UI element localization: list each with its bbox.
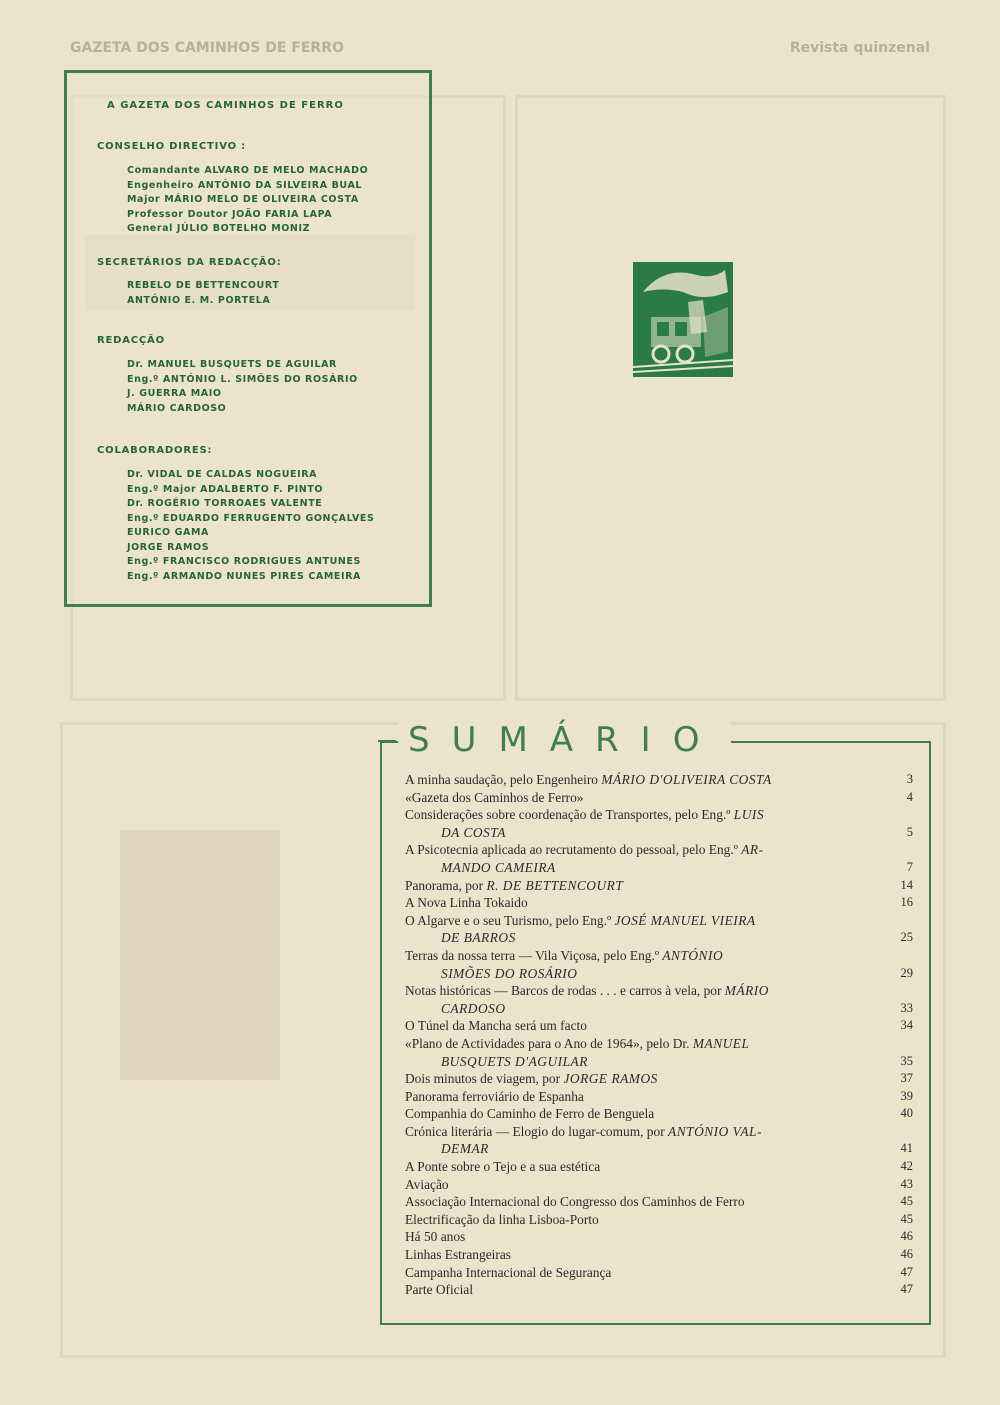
toc-title: Considerações sobre coordenação de Transportes, pelo Eng.º <box>405 807 734 823</box>
toc-entry <box>405 1246 913 1264</box>
toc-entry-text <box>405 771 883 789</box>
toc-entry-text <box>405 1228 883 1246</box>
toc-entry-text <box>405 1035 883 1053</box>
masthead-box <box>64 70 432 607</box>
toc-entry <box>405 789 913 807</box>
toc-entry <box>405 1264 913 1282</box>
toc-entry <box>405 1281 913 1299</box>
toc-author: ANTÓNIO <box>662 947 724 963</box>
toc-entry-text <box>405 1088 883 1106</box>
toc-entry-text <box>405 806 883 824</box>
toc-entry <box>405 1176 913 1194</box>
toc-author: ANTÓNIO VAL- <box>668 1123 762 1139</box>
colaboradores-list <box>127 468 374 584</box>
toc-author: LUIS <box>733 807 765 823</box>
toc-author-continuation: DE BARROS <box>441 930 516 946</box>
toc-entry-text <box>405 1193 883 1211</box>
toc-entry-text <box>405 1158 883 1176</box>
toc-entry-text <box>405 1123 883 1141</box>
locomotive-icon <box>633 262 733 377</box>
list-item: Eng.º ANTÓNIO L. SIMÕES DO ROSÁRIO <box>127 373 358 385</box>
list-item: Eng.º ARMANDO NUNES PIRES CAMEIRA <box>127 570 361 582</box>
toc-entry <box>405 1017 913 1035</box>
table-of-contents <box>405 771 913 1299</box>
toc-author: R. DE BETTENCOURT <box>486 877 624 893</box>
toc-author-continuation: DA COSTA <box>441 824 506 840</box>
toc-entry-text <box>405 1246 883 1264</box>
toc-entry <box>405 806 913 841</box>
list-item: REBELO DE BETTENCOURT <box>127 280 280 291</box>
toc-entry <box>405 912 913 947</box>
toc-entry <box>405 841 913 876</box>
toc-entry <box>405 1035 913 1070</box>
masthead-title: A GAZETA DOS CAMINHOS DE FERRO <box>107 100 344 111</box>
toc-page-number: 35 <box>900 1053 913 1068</box>
toc-entry <box>405 947 913 982</box>
redaccao-list <box>127 358 358 416</box>
toc-entry <box>405 1193 913 1211</box>
toc-entry <box>405 1070 913 1088</box>
bleed-through-image <box>120 830 280 1080</box>
toc-title: A Psicotecnia aplicada ao recrutamento do pessoal, pelo Eng.º <box>405 842 742 858</box>
toc-page-number: 45 <box>900 1211 913 1226</box>
toc-entry <box>405 1123 913 1158</box>
secretarios-list <box>127 279 279 308</box>
toc-entry-text <box>405 947 883 965</box>
toc-page-number: 45 <box>900 1194 913 1209</box>
toc-title: O Túnel da Mancha será um facto <box>405 1018 587 1034</box>
list-item: General JÚLIO BOTELHO MONIZ <box>127 223 311 234</box>
toc-page-number: 47 <box>900 1264 913 1279</box>
toc-title: Terras da nossa terra — Vila Viçosa, pelo Eng.º <box>405 947 663 963</box>
toc-entry-text <box>405 1070 883 1088</box>
toc-entry <box>405 1228 913 1246</box>
toc-title: Electrificação da linha Lisboa-Porto <box>405 1211 599 1227</box>
toc-page-number: 43 <box>900 1176 913 1191</box>
toc-entry-text <box>405 1017 883 1035</box>
toc-title: «Plano de Actividades para o Ano de 1964», pelo Dr. <box>405 1035 693 1051</box>
toc-page-number: 34 <box>900 1018 913 1033</box>
toc-author-continuation: DEMAR <box>441 1141 489 1157</box>
toc-title: Panorama ferroviário de Espanha <box>405 1088 584 1104</box>
toc-entry <box>405 1105 913 1123</box>
toc-author: MANUEL <box>692 1035 750 1051</box>
conselho-list <box>127 164 368 237</box>
toc-entry-text <box>405 1176 883 1194</box>
list-item: Comandante ALVARO DE MELO MACHADO <box>127 165 369 176</box>
toc-title: A minha saudação, pelo Engenheiro <box>405 772 602 787</box>
toc-author-continuation: SIMÕES DO ROSÁRIO <box>441 965 578 981</box>
toc-title: A Ponte sobre o Tejo e a sua estética <box>405 1159 601 1175</box>
toc-entry-text <box>405 789 883 807</box>
toc-title: Aviação <box>405 1176 449 1192</box>
toc-page-number: 4 <box>906 789 913 804</box>
toc-author-continuation: BUSQUETS D'AGUILAR <box>441 1053 588 1069</box>
toc-entry <box>405 877 913 895</box>
toc-page-number: 47 <box>900 1282 913 1297</box>
toc-title: Panorama, por <box>405 877 487 893</box>
toc-title: Linhas Estrangeiras <box>405 1247 511 1263</box>
toc-page-number: 42 <box>900 1159 913 1174</box>
section-heading-secretarios: SECRETÁRIOS DA REDACÇÃO: <box>97 257 282 268</box>
section-heading-conselho: CONSELHO DIRECTIVO : <box>97 141 246 152</box>
toc-entry <box>405 771 913 789</box>
list-item: Major MÁRIO MELO DE OLIVEIRA COSTA <box>127 194 359 205</box>
toc-title: Dois minutos de viagem, por <box>405 1071 564 1087</box>
toc-entry-text <box>405 1211 883 1229</box>
toc-page-number: 37 <box>900 1071 913 1086</box>
toc-title: Há 50 anos <box>405 1229 466 1245</box>
list-item: Engenheiro ANTÓNIO DA SILVEIRA BUAL <box>127 179 363 191</box>
toc-title: Crónica literária — Elogio do lugar-comum, por <box>405 1123 669 1139</box>
list-item: Dr. VIDAL DE CALDAS NOGUEIRA <box>127 469 318 480</box>
toc-page-number: 41 <box>900 1141 913 1156</box>
toc-title: A Nova Linha Tokaido <box>405 895 528 911</box>
toc-page-number: 5 <box>906 824 913 839</box>
list-item: Eng.º Major ADALBERTO F. PINTO <box>127 483 324 495</box>
bleed-through-frame <box>515 95 946 701</box>
toc-author: JOSÉ MANUEL VIEIRA <box>614 912 756 928</box>
list-item: Professor Doutor JOÃO FARIA LAPA <box>127 208 333 220</box>
toc-page-number: 46 <box>900 1247 913 1262</box>
section-heading-redaccao: REDACÇÃO <box>97 335 165 346</box>
toc-page-number: 39 <box>900 1088 913 1103</box>
toc-author: MÁRIO <box>724 983 769 999</box>
list-item: JORGE RAMOS <box>127 541 210 553</box>
toc-author-continuation: MANDO CAMEIRA <box>441 859 556 875</box>
toc-page-number: 16 <box>900 895 913 910</box>
toc-page-number: 14 <box>900 877 913 892</box>
running-head-right: Revista quinzenal <box>789 40 930 56</box>
list-item: Dr. MANUEL BUSQUETS DE AGUILAR <box>127 359 337 370</box>
toc-entry-text <box>405 982 883 1000</box>
toc-page-number: 46 <box>900 1229 913 1244</box>
toc-title: Companhia do Caminho de Ferro de Benguela <box>405 1106 655 1122</box>
toc-entry <box>405 1088 913 1106</box>
toc-entry-text <box>405 1281 883 1299</box>
toc-page-number: 33 <box>900 1000 913 1015</box>
toc-author-continuation: CARDOSO <box>441 1000 506 1016</box>
section-heading-colaboradores: COLABORADORES: <box>97 445 213 456</box>
toc-title: «Gazeta dos Caminhos de Ferro» <box>405 789 584 805</box>
toc-title: Campanha Internacional de Segurança <box>405 1264 612 1280</box>
toc-entry <box>405 1211 913 1229</box>
toc-author: AR- <box>741 842 764 858</box>
sumario-title: SUMÁRIO <box>398 718 731 762</box>
toc-entry <box>405 894 913 912</box>
toc-entry-text <box>405 1264 883 1282</box>
toc-page-number: 3 <box>906 772 913 786</box>
toc-page-number: 40 <box>900 1106 913 1121</box>
toc-entry-text <box>405 912 883 930</box>
toc-title: Notas históricas — Barcos de rodas . . . e carros à vela, por <box>405 983 725 999</box>
list-item: Eng.º FRANCISCO RODRIGUES ANTUNES <box>127 556 361 567</box>
toc-title: O Algarve e o seu Turismo, pelo Eng.º <box>405 912 615 928</box>
list-item: EURICO GAMA <box>127 527 209 538</box>
toc-author: JORGE RAMOS <box>563 1071 658 1087</box>
toc-entry-text <box>405 877 883 895</box>
toc-author: MÁRIO D'OLIVEIRA COSTA <box>601 772 772 787</box>
toc-entry-text <box>405 841 883 859</box>
toc-title: Parte Oficial <box>405 1282 474 1298</box>
toc-page-number: 29 <box>900 965 913 980</box>
list-item: MÁRIO CARDOSO <box>127 402 227 414</box>
running-head-left: GAZETA DOS CAMINHOS DE FERRO <box>70 40 344 56</box>
list-item: ANTÓNIO E. M. PORTELA <box>127 294 271 306</box>
toc-entry <box>405 982 913 1017</box>
list-item: Dr. ROGÉRIO TORROAES VALENTE <box>127 498 323 509</box>
list-item: Eng.º EDUARDO FERRUGENTO GONÇALVES <box>127 512 375 524</box>
toc-entry-text <box>405 1105 883 1123</box>
toc-page-number: 25 <box>900 930 913 945</box>
toc-entry <box>405 1158 913 1176</box>
toc-entry-text <box>405 894 883 912</box>
toc-title: Associação Internacional do Congresso dos Caminhos de Ferro <box>405 1194 745 1210</box>
toc-page-number: 7 <box>906 859 913 874</box>
list-item: J. GUERRA MAIO <box>127 388 222 399</box>
